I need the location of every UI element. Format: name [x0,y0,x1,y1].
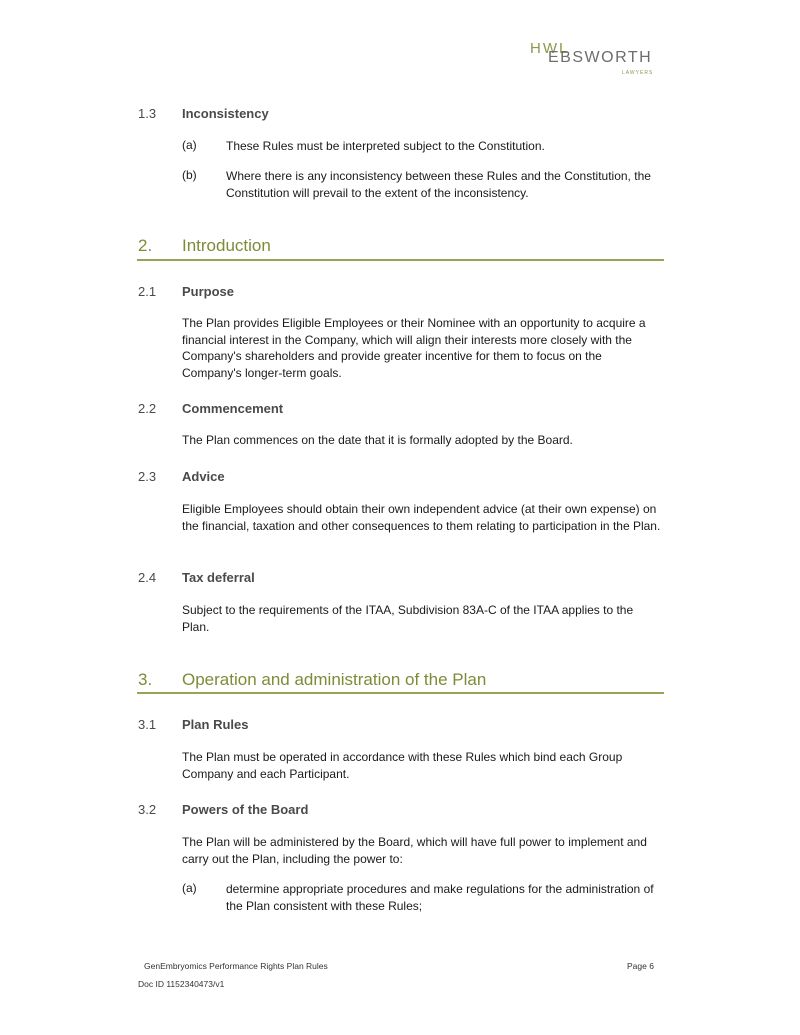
section-3-2-title: Powers of the Board [182,802,309,817]
section-1-3-item-a-label: (a) [182,138,197,152]
heading-2-number: 2. [138,236,153,255]
logo-lawyers: LAWYERS [622,70,654,76]
section-2-3-text: Eligible Employees should obtain their own independent advice (at their own expense) on the financial, taxation and other consequences to them relating to participation in the Plan. [182,502,661,533]
section-3-1-text: The Plan must be operated in accordance with these Rules which bind each Group Company and each Participant. [182,750,623,781]
heading-2-title: Introduction [182,236,271,255]
section-2-1-title: Purpose [182,284,235,299]
section-1-3-number: 1.3 [138,106,157,121]
section-1-3-item-b-label: (b) [182,168,197,182]
section-2-3-number: 2.3 [138,469,157,484]
section-2-1-number: 2.1 [138,284,157,299]
section-3-2-number: 3.2 [138,802,157,817]
section-2-4-title: Tax deferral [182,570,255,585]
section-2-4-text: Subject to the requirements of the ITAA, Subdivision 83A-C of the ITAA applies to the Plan. [182,603,634,634]
section-2-2-text: The Plan commences on the date that it is formally adopted by the Board. [182,433,573,447]
section-2-3-title: Advice [182,469,225,484]
heading-3-rule [137,692,664,694]
section-2-2-number: 2.2 [138,401,157,416]
section-2-2-title: Commencement [182,401,284,416]
section-2-4-number: 2.4 [138,570,157,585]
heading-3-title: Operation and administration of the Plan [182,670,487,689]
logo-hwl: HWL [530,40,570,57]
heading-2-rule [137,259,664,261]
section-1-3-item-a-text: These Rules must be interpreted subject to the Constitution. [226,139,545,153]
section-3-1-title: Plan Rules [182,717,249,732]
footer-doc-id: Doc ID 1152340473/v1 [138,979,225,989]
footer-document-title: GenEmbryomics Performance Rights Plan Rules [144,961,328,971]
section-3-2-text: The Plan will be administered by the Board, which will have full power to implement and carry out the Plan, including the power to: [182,835,647,866]
section-3-2-item-a-text: determine appropriate procedures and make regulations for the administration of the Plan consistent with these Rules; [226,882,654,913]
section-1-3-title: Inconsistency [182,106,269,121]
section-1-3-item-b-text: Where there is any inconsistency between these Rules and the Constitution, the Constitution will prevail to the extent of the inconsistency. [226,169,651,200]
heading-3-number: 3. [138,670,153,689]
footer-page-number: Page 6 [627,961,654,971]
firm-logo [528,40,658,80]
logo-ebsworth: EBSWORTH [548,49,653,66]
section-3-1-number: 3.1 [138,717,157,732]
section-3-2-item-a-label: (a) [182,881,197,895]
section-2-1-text: The Plan provides Eligible Employees or their Nominee with an opportunity to acquire a financial interest in the Company, which will align their interests more closely with the Company's shareholders and provide greater incentive for them to focus on the Company's longer-term goals. [182,316,646,380]
